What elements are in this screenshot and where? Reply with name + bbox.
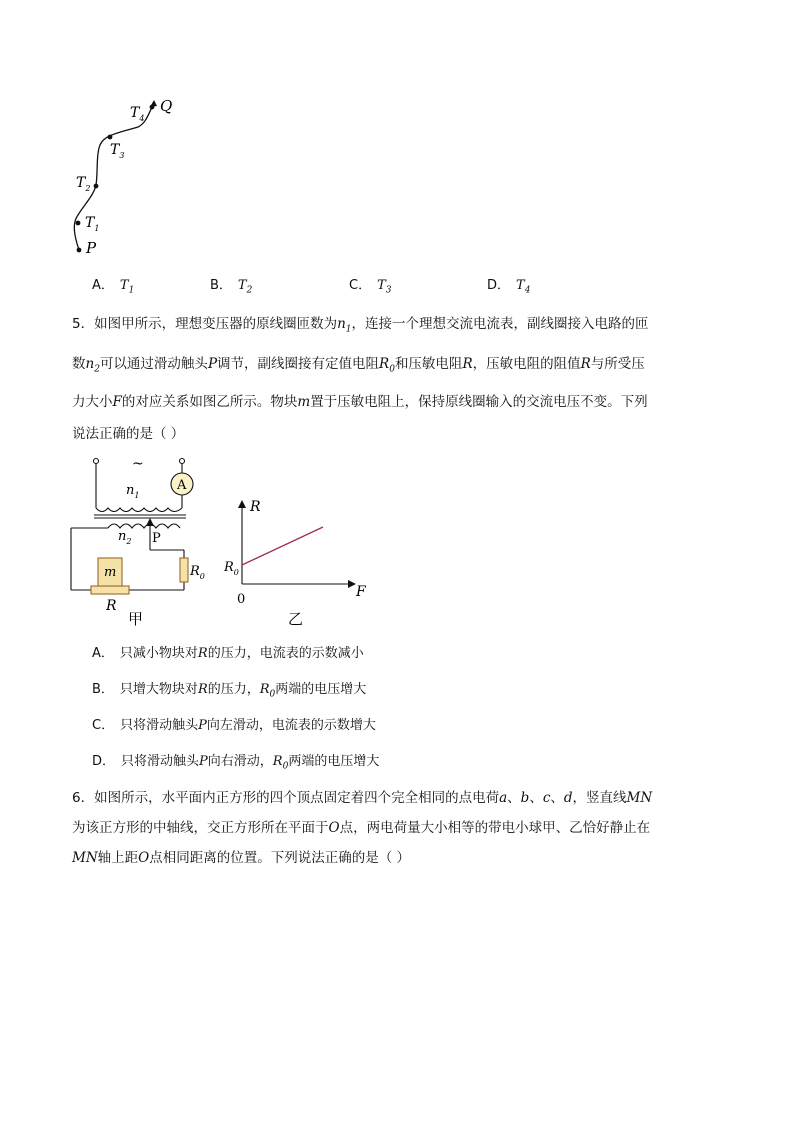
r-label: R [106,598,117,614]
q4-option-a[interactable]: A． $T_1$ [92,278,135,296]
circuit-figure-jia [64,452,224,632]
q5-option-b[interactable]: B． 只增大物块对R的压力，$R_0$两端的电压增大 [92,682,367,700]
label-t1: $T_1$ [85,215,100,233]
label-q: Q [160,97,173,115]
trajectory-figure [60,95,190,265]
q6-line-1: 6．如图所示，水平面内正方形的四个顶点固定着四个完全相同的点电荷a、b、c、d，竖直线MN [72,790,653,806]
q5-option-a[interactable]: A． 只减小物块对R的压力，电流表的示数减小 [92,646,364,661]
x-axis-label: F [356,584,366,600]
terminal-right [180,459,185,464]
q5-line-4: 说法正确的是（ ） [72,426,185,442]
r0-label: $R_0$ [190,564,205,581]
primary-coil [96,508,182,512]
label-t2: $T_2$ [76,175,91,193]
label-t3: $T_3$ [110,142,125,160]
r-f-line [242,527,323,565]
caption-jia: 甲 [128,610,144,628]
label-p: P [86,239,97,257]
point-t4 [150,105,155,110]
q5-option-c[interactable]: C． 只将滑动触头P向左滑动，电流表的示数增大 [92,718,376,733]
intercept-label: $R_0$ [224,560,239,577]
point-t2 [94,184,99,189]
q6-number: 6． [72,790,95,806]
origin-label: 0 [237,592,246,607]
q5-line-2: 数$n_2$可以通过滑动触头P调节，副线圈接有定值电阻$R_0$和压敏电阻R，压敏电阻的阻值R与所受压 [72,356,645,375]
p-label: P [152,531,161,546]
q4-option-b[interactable]: B． $T_2$ [210,278,253,296]
q6-line-3: MN轴上距O点相同距离的位置。下列说法正确的是（ ） [72,850,411,866]
terminal-left [94,459,99,464]
caption-yi: 乙 [288,610,304,628]
ammeter-label: A [177,478,187,493]
q4-option-c[interactable]: C． $T_3$ [349,278,392,296]
graph-figure-yi [220,494,380,634]
label-t4: $T_4$ [130,105,145,123]
pressure-resistor [91,586,129,594]
q4-option-d[interactable]: D． $T_4$ [487,278,531,296]
y-axis-arrow [238,500,246,508]
n1-label: $n_1$ [126,483,140,500]
q6-line-2: 为该正方形的中轴线，交正方形所在平面于O点，两电荷量大小相等的带电小球甲、乙恰好静止在 [72,820,651,836]
secondary-coil [108,524,180,528]
n2-label: $n_2$ [118,529,132,546]
ac-tilde: ~ [132,456,144,472]
m-label: m [104,565,117,580]
r0-resistor [180,558,188,582]
slider-arrow [146,518,154,526]
x-axis-arrow [348,580,356,588]
q5-line-1: 5．如图甲所示，理想变压器的原线圈匝数为$n_1$，连接一个理想交流电流表，副线圈接入电路的匝 [72,316,649,335]
q5-line-3: 力大小F的对应关系如图乙所示。物块m置于压敏电阻上，保持原线圈输入的交流电压不变。下列 [72,394,648,410]
q5-option-d[interactable]: D． 只将滑动触头P向右滑动，$R_0$两端的电压增大 [92,754,380,772]
point-p [77,248,82,253]
y-axis-label: R [250,499,261,515]
point-t3 [108,135,113,140]
point-t1 [76,221,81,226]
q5-number: 5． [72,316,95,332]
